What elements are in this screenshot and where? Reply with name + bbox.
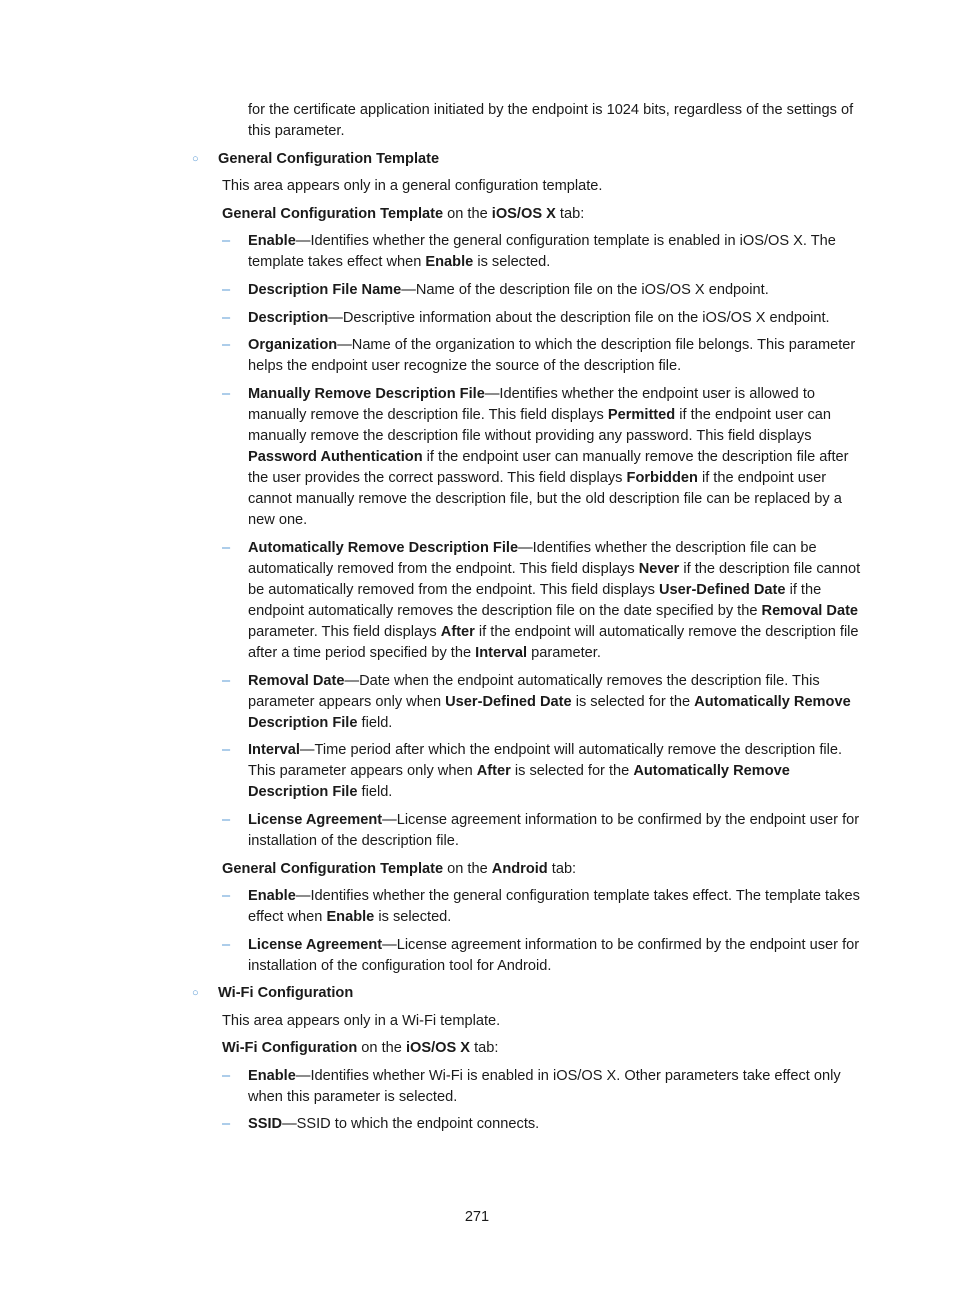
dash-bullet-icon: –	[222, 812, 231, 828]
section-description: This area appears only in a general configuration template.	[222, 178, 603, 194]
list-item: – Manually Remove Description File—Identifies whether the endpoint user is allowed to manually remove the description file. This field displays Permitted if the endpoint user can manually remove the description file without providing any password. This field displays Password Authentication if the endpoint user can manually remove the description file after the user provides the correct password. This field displays Forbidden if the endpoint user cannot manually remove the description file, but the old description file can be replaced by a new one.	[222, 384, 870, 531]
list-item: – Automatically Remove Description File—Identifies whether the description file can be automatically removed from the endpoint. This field displays Never if the description file cannot be automatically removed from the endpoint. This field displays User-Defined Date if the endpoint automatically removes the description file on the date specified by the Removal Date parameter. This field displays After if the endpoint will automatically remove the description file after a time period specified by the Interval parameter.	[222, 538, 870, 664]
section-general-config	[192, 149, 872, 170]
dash-bullet-icon: –	[222, 888, 231, 904]
tab-heading: General Configuration Template on the Android tab:	[222, 861, 577, 877]
dash-bullet-icon: –	[222, 742, 231, 758]
dash-bullet-icon: –	[222, 1068, 231, 1084]
section-wifi-config	[192, 983, 872, 1004]
list-item: – Enable—Identifies whether the general configuration template takes effect. The template takes effect when Enable is selected.	[222, 886, 870, 928]
intro-continuation: for the certificate application initiated by the endpoint is 1024 bits, regardless of the settings of this parameter.	[248, 102, 854, 139]
section-heading: Wi-Fi Configuration	[218, 985, 354, 1001]
circle-bullet-icon: ○	[192, 153, 199, 165]
list-item: – Enable—Identifies whether the general configuration template is enabled in iOS/OS X. The template takes effect when Enable is selected.	[222, 231, 870, 273]
list-item: – Enable—Identifies whether Wi-Fi is enabled in iOS/OS X. Other parameters take effect only when this parameter is selected.	[222, 1066, 870, 1108]
list-item: – Description—Descriptive information about the description file on the iOS/OS X endpoint.	[222, 308, 870, 329]
dash-bullet-icon: –	[222, 386, 231, 402]
list-item: – Interval—Time period after which the endpoint will automatically remove the description file. This parameter appears only when After is selected for the Automatically Remove Description File field.	[222, 740, 870, 803]
dash-bullet-icon: –	[222, 337, 231, 353]
dash-bullet-icon: –	[222, 673, 231, 689]
page-number: 271	[464, 1209, 490, 1225]
circle-bullet-icon: ○	[192, 987, 199, 999]
section-description: This area appears only in a Wi-Fi template.	[222, 1013, 501, 1029]
dash-bullet-icon: –	[222, 310, 231, 326]
section-heading: General Configuration Template	[218, 151, 440, 167]
dash-bullet-icon: –	[222, 1116, 231, 1132]
dash-bullet-icon: –	[222, 233, 231, 249]
dash-bullet-icon: –	[222, 282, 231, 298]
list-item: – SSID—SSID to which the endpoint connects.	[222, 1114, 870, 1135]
dash-bullet-icon: –	[222, 540, 231, 556]
list-item: – Description File Name—Name of the description file on the iOS/OS X endpoint.	[222, 280, 870, 301]
tab-heading: General Configuration Template on the iOS/OS X tab:	[222, 206, 585, 222]
list-item: – License Agreement—License agreement information to be confirmed by the endpoint user for installation of the configuration tool for Android.	[222, 935, 870, 977]
list-item: – License Agreement—License agreement information to be confirmed by the endpoint user for installation of the description file.	[222, 810, 870, 852]
list-item: – Removal Date—Date when the endpoint automatically removes the description file. This parameter appears only when User-Defined Date is selected for the Automatically Remove Description File field.	[222, 671, 870, 734]
list-item: – Organization—Name of the organization to which the description file belongs. This parameter helps the endpoint user recognize the source of the description file.	[222, 335, 870, 377]
dash-bullet-icon: –	[222, 937, 231, 953]
tab-heading: Wi-Fi Configuration on the iOS/OS X tab:	[222, 1040, 499, 1056]
